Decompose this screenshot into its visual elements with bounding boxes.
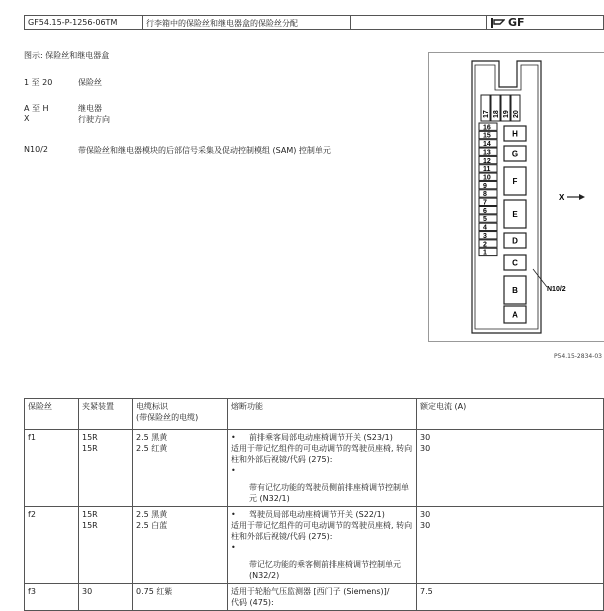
relay-label: C — [512, 258, 518, 268]
fuse-label: 17 — [483, 110, 490, 118]
cable-cell — [133, 507, 228, 584]
fuse-label: 7 — [483, 199, 487, 207]
module-pointer-line — [533, 269, 547, 287]
relay-B — [504, 276, 526, 304]
legend-value-4: 带保险丝和继电器模块的后部信号采集及促动控制模组 (SAM) 控制单元 — [78, 146, 331, 155]
header-fuse: 保险丝 — [25, 399, 79, 430]
function-text: 适用于带记忆组件的可电动调节的驾驶员座椅, 转向柱和外部后视镜/代码 (275): — [231, 444, 413, 464]
logo-icon — [491, 18, 505, 28]
fuse-box-diagram — [428, 52, 604, 342]
current-value: 30 — [420, 444, 431, 453]
function-cell — [228, 584, 417, 611]
fuse-slot-14 — [479, 140, 497, 148]
cable-value: 2.5 黑黄 — [136, 433, 168, 442]
fuse-slot-5 — [479, 215, 497, 223]
table-row — [25, 430, 604, 507]
fuse-label: 4 — [483, 224, 487, 232]
brand-logo — [487, 16, 603, 29]
legend-key-2: A 至 H — [24, 104, 49, 113]
table-row — [25, 584, 604, 611]
current-cell — [417, 507, 604, 584]
fuse-slot-12 — [479, 156, 497, 164]
function-text: 适用于带记忆组件的可电动调节的驾驶员座椅, 转向柱和外部后视镜/代码 (275): — [231, 521, 413, 541]
fuse-label: 13 — [483, 149, 491, 157]
fuse-slot-7 — [479, 198, 497, 206]
relay-D — [504, 233, 526, 248]
fuse-slot-19 — [501, 95, 510, 121]
function-bullet: • 驾驶员局部电动座椅调节开关 (S22/1) — [231, 510, 385, 519]
legend-key-4: N10/2 — [24, 145, 48, 154]
fuse-label: 9 — [483, 182, 487, 190]
clamp-cell — [79, 430, 133, 507]
current-value: 30 — [420, 521, 431, 530]
legend-value-3: 行驶方向 — [78, 115, 110, 124]
current-cell — [417, 430, 604, 507]
relay-label: H — [512, 129, 518, 139]
current-cell — [417, 584, 604, 611]
header-cable — [133, 399, 228, 430]
fuse-slot-6 — [479, 207, 497, 215]
fuse-slot-4 — [479, 223, 497, 231]
fuse-box-drawing — [429, 53, 604, 341]
fuse-slot-11 — [479, 165, 497, 173]
legend-value-2: 继电器 — [78, 104, 102, 113]
relay-label: B — [512, 286, 518, 295]
fuse-slot-20 — [511, 95, 520, 121]
bullet-icon: • — [231, 543, 236, 552]
clamp-value: 15R — [82, 444, 98, 453]
function-cell — [228, 430, 417, 507]
fuse-label: 3 — [483, 232, 487, 240]
header-function: 熔断功能 — [228, 399, 417, 430]
relay-label: A — [512, 310, 518, 320]
cable-cell — [133, 584, 228, 611]
fuse-label: 6 — [483, 207, 487, 215]
fuse-label: 2 — [483, 241, 487, 249]
current-value: 7.5 — [420, 587, 433, 596]
fuse-slot-15 — [479, 131, 497, 139]
current-value: 30 — [420, 433, 431, 442]
function-bullet: • 前排乘客局部电动座椅调节开关 (S23/1) — [231, 433, 393, 442]
clamp-cell — [79, 507, 133, 584]
header-empty-cell — [351, 16, 487, 29]
fuse-number: f1 — [25, 430, 79, 507]
relay-A — [504, 306, 526, 323]
relay-label: E — [512, 210, 518, 219]
fuse-label: 19 — [503, 110, 510, 118]
relay-label: D — [512, 236, 518, 246]
logo-text: GF — [508, 16, 525, 29]
fuse-slot-8 — [479, 190, 497, 198]
relay-F — [504, 167, 526, 195]
fuse-allocation-table — [24, 398, 604, 611]
fuse-slot-2 — [479, 240, 497, 248]
fuse-slot-1 — [479, 248, 497, 256]
clamp-value: 15R — [82, 433, 98, 442]
fuse-label: 5 — [483, 216, 487, 224]
clamp-value: 30 — [82, 587, 93, 596]
fuse-label: 11 — [483, 166, 491, 174]
function-text: 带记忆功能的乘客侧前排座椅调节控制单元 (N32/2) — [249, 560, 401, 580]
legend-key-1: 1 至 20 — [24, 78, 53, 87]
clamp-cell — [79, 584, 133, 611]
fuse-label: 1 — [483, 249, 487, 257]
relay-label: F — [512, 177, 518, 186]
direction-label: X — [559, 193, 565, 202]
cable-cell — [133, 430, 228, 507]
figure-caption: 图示: 保险丝和继电器盒 — [24, 51, 110, 60]
fuse-label: 20 — [513, 110, 520, 118]
function-text: 适用于轮胎气压监测器 [西门子 (Siemens)]/ — [231, 587, 390, 596]
cable-value: 2.5 红黄 — [136, 444, 168, 453]
cable-value: 2.5 白蓝 — [136, 521, 168, 530]
header-current: 额定电流 (A) — [417, 399, 604, 430]
header-cable-line: 电缆标识 — [136, 402, 168, 411]
fuse-label: 15 — [483, 132, 491, 140]
relay-E — [504, 200, 526, 228]
relay-label: G — [511, 149, 519, 159]
function-text: 带有记忆功能的驾驶员侧前排座椅调节控制单元 (N32/1) — [249, 483, 409, 503]
cable-value: 2.5 黑黄 — [136, 510, 168, 519]
clamp-value: 15R — [82, 521, 98, 530]
relay-H — [504, 126, 526, 141]
document-header — [24, 15, 604, 30]
fuse-slot-16 — [479, 123, 497, 131]
cable-value: 0.75 红紫 — [136, 587, 173, 596]
fuse-label: 10 — [483, 174, 491, 182]
current-value: 30 — [420, 510, 431, 519]
fuse-slot-18 — [491, 95, 500, 121]
fuse-slot-10 — [479, 173, 497, 181]
module-label: N10/2 — [547, 286, 566, 293]
direction-arrow-icon — [579, 194, 585, 200]
header-clamp: 夹紧装置 — [79, 399, 133, 430]
table-header-row — [25, 399, 604, 430]
table-row — [25, 507, 604, 584]
fuse-slot-3 — [479, 232, 497, 240]
clamp-value: 15R — [82, 510, 98, 519]
bullet-icon: • — [231, 466, 236, 475]
relay-C — [504, 255, 526, 270]
fuse-label: 8 — [483, 191, 487, 199]
fuse-slot-9 — [479, 181, 497, 189]
fuse-label: 18 — [493, 110, 500, 118]
fuse-number: f3 — [25, 584, 79, 611]
fuse-number: f2 — [25, 507, 79, 584]
doc-title: 行李箱中的保险丝和继电器盒的保险丝分配 — [143, 16, 351, 29]
function-cell — [228, 507, 417, 584]
fuse-label: 12 — [483, 157, 491, 165]
fuse-label: 14 — [483, 141, 491, 149]
header-cable-line: (带保险丝的电缆) — [136, 413, 199, 422]
doc-id: GF54.15-P-1256-06TM — [25, 16, 143, 29]
figure-id: P54.15-2834-03 — [553, 353, 602, 360]
relay-G — [504, 146, 526, 161]
function-text: 代码 (475): — [231, 598, 274, 607]
fuse-slot-13 — [479, 148, 497, 156]
legend-value-1: 保险丝 — [78, 78, 102, 87]
legend-key-3: X — [24, 114, 30, 123]
fuse-slot-17 — [481, 95, 490, 121]
fuse-label: 16 — [483, 124, 491, 132]
